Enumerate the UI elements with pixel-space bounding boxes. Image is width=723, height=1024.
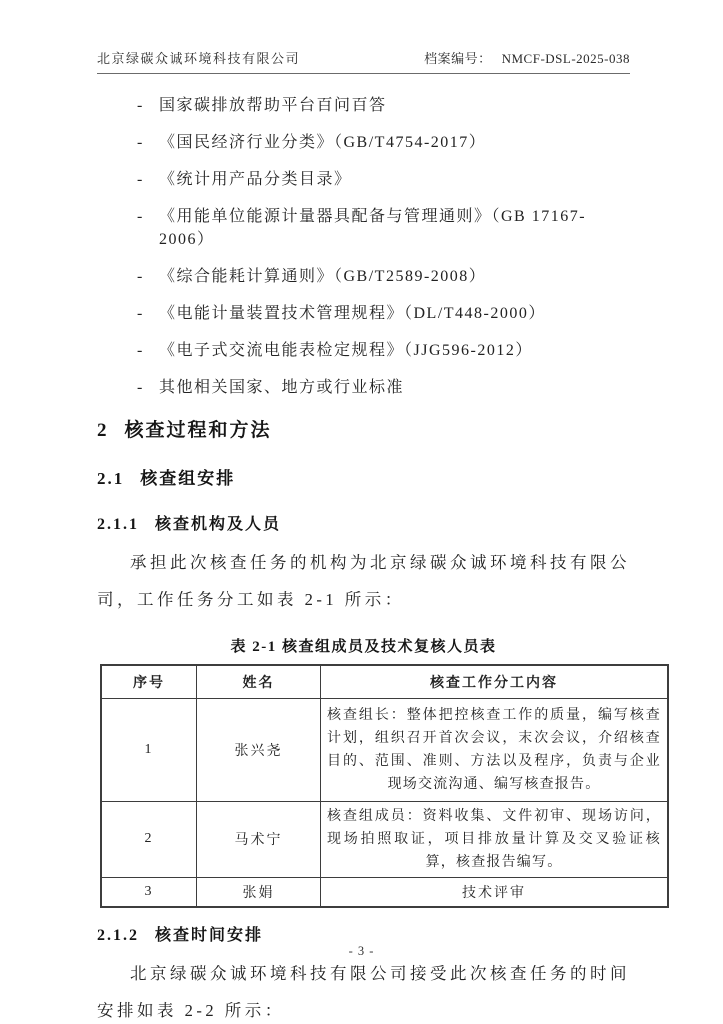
column-header-job: 核查工作分工内容 [321, 665, 669, 699]
cell-job: 技术评审 [321, 877, 669, 907]
cell-no: 1 [101, 698, 197, 801]
column-header-name: 姓名 [197, 665, 321, 699]
table-header-row [101, 665, 668, 699]
bullet-dash: - [137, 97, 144, 114]
list-item [97, 205, 630, 251]
page-header [97, 0, 630, 74]
list-item [97, 376, 630, 399]
list-item-text: 其他相关国家、地方或行业标准 [159, 379, 405, 396]
cell-name: 马术宁 [197, 801, 321, 877]
list-item-text: 《用能单位能源计量器具配备与管理通则》（GB 17167-2006） [159, 208, 587, 248]
page-number: - 3 - [348, 944, 375, 958]
section-heading-2 [97, 415, 630, 442]
reference-list [97, 94, 630, 399]
list-item [97, 94, 630, 117]
list-item-text: 《国民经济行业分类》（GB/T4754-2017） [159, 134, 487, 151]
list-item-text: 《统计用产品分类目录》 [159, 171, 352, 188]
heading-title: 核查过程和方法 [124, 420, 272, 441]
table-row [101, 877, 668, 907]
list-item [97, 265, 630, 288]
section-heading-2-1 [97, 464, 630, 489]
heading-number: 2 [97, 420, 109, 441]
heading-title: 核查组安排 [140, 469, 236, 488]
list-item-text: 《综合能耗计算通则》（GB/T2589-2008） [159, 268, 487, 285]
list-item [97, 131, 630, 154]
heading-title: 核查机构及人员 [155, 516, 282, 533]
cell-name: 张娟 [197, 877, 321, 907]
section-heading-2-1-1 [97, 511, 630, 534]
cell-job: 核查组长：整体把控核查工作的质量，编写核查计划，组织召开首次会议，末次会议，介绍核查目的、范围、准则、方法以及程序，负责与企业现场交流沟通、编写核查报告。 [321, 698, 669, 801]
bullet-dash: - [137, 379, 144, 396]
bullet-dash: - [137, 342, 144, 359]
bullet-dash: - [137, 268, 144, 285]
list-item-text: 《电能计量装置技术管理规程》（DL/T448-2000） [159, 305, 546, 322]
table-row [101, 801, 668, 877]
cell-job: 核查组成员：资料收集、文件初审、现场访问，现场拍照取证，项目排放量计算及交叉验证核算，核查报告编写。 [321, 801, 669, 877]
section-heading-2-1-2 [97, 922, 630, 945]
file-number-value: NMCF-DSL-2025-038 [501, 51, 630, 66]
table-2-1-title: 表 2-1 核查组成员及技术复核人员表 [230, 638, 497, 655]
cell-no: 2 [101, 801, 197, 877]
cell-name: 张兴尧 [197, 698, 321, 801]
list-item [97, 168, 630, 191]
table-row [101, 698, 668, 801]
list-item-text: 国家碳排放帮助平台百问百答 [159, 97, 387, 114]
bullet-dash: - [137, 208, 144, 225]
bullet-dash: - [137, 134, 144, 151]
bullet-dash: - [137, 305, 144, 322]
header-company-name: 北京绿碳众诚环境科技有限公司 [97, 51, 301, 66]
heading-number: 2.1.1 [97, 516, 139, 533]
cell-no: 3 [101, 877, 197, 907]
bullet-dash: - [137, 171, 144, 188]
column-header-no: 序号 [101, 665, 197, 699]
list-item [97, 302, 630, 325]
heading-title: 核查时间安排 [155, 926, 264, 944]
paragraph-verification-agency: 承担此次核查任务的机构为北京绿碳众诚环境科技有限公司，工作任务分工如表 2-1 所示： [97, 553, 630, 609]
list-item-text: 《电子式交流电能表检定规程》（JJG596-2012） [159, 342, 533, 359]
list-item [97, 339, 630, 362]
heading-number: 2.1 [97, 469, 125, 488]
heading-number: 2.1.2 [97, 926, 139, 944]
header-file-number-group [424, 48, 630, 67]
verification-team-table [100, 664, 669, 908]
paragraph-time-arrangement: 北京绿碳众诚环境科技有限公司接受此次核查任务的时间安排如表 2-2 所示： [97, 963, 630, 1020]
file-number-label: 档案编号： [424, 51, 492, 66]
